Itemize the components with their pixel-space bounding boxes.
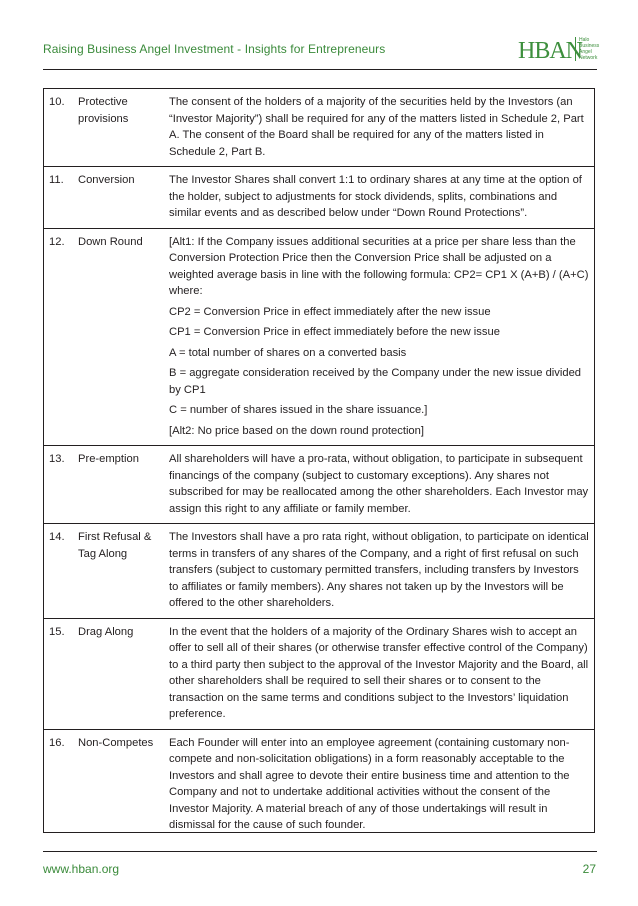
term-paragraph: The Investor Shares shall convert 1:1 to ordinary shares at any time at the option of the holder, subject to adjustments for stock dividends, splits, combinations and similar events and as described below under “Down Round Protections”. (169, 174, 582, 219)
term-row (44, 451, 594, 523)
footer-url: www.hban.org (43, 862, 120, 876)
term-row (44, 529, 594, 618)
term-number: 14. (49, 531, 65, 543)
term-description (169, 94, 589, 166)
logo-mark: HBAN (518, 38, 583, 64)
term-paragraph: CP2 = Conversion Price in effect immediately after the new issue (169, 305, 491, 318)
term-paragraph: Each Founder will enter into an employee agreement (containing customary non-compete and non-solicitation obligations) in a form reasonably acceptable to the Investors and shall agree to devote their entire business time and attention to the Company and not to undertake additional activities without the consent of the Investor Majority. A material breach of any of those undertakings will result in dismissal for the cause of such founder. (169, 736, 570, 831)
term-row (44, 94, 594, 166)
term-paragraph: A = total number of shares on a converted basis (169, 346, 407, 359)
term-number: 15. (49, 625, 65, 638)
row-divider (44, 228, 594, 229)
row-divider (44, 523, 594, 524)
term-label: Down Round (78, 235, 143, 248)
term-number: 16. (49, 736, 65, 749)
term-paragraph: B = aggregate consideration received by the Company under the new issue divided by CP1 (169, 367, 582, 396)
term-label: Conversion (78, 174, 135, 186)
logo-sub-line: Network (579, 55, 598, 61)
term-rows (44, 94, 594, 840)
term-number: 12. (49, 235, 65, 248)
page-number: 27 (582, 862, 596, 876)
term-description (169, 172, 589, 228)
header-divider (43, 69, 597, 70)
term-description (169, 234, 589, 446)
term-description (169, 529, 589, 618)
term-number: 13. (49, 453, 65, 465)
logo-sub-line: Halo (579, 37, 590, 43)
term-paragraph: [Alt1: If the Company issues additional securities at a price per share less than the Conversion Protection Price then the Conversion Price shall be adjusted on a weighted average basis in line with the following formula: CP2= CP1 X (A+B) / (A+C) where: (169, 235, 589, 297)
term-label: First Refusal & Tag Along (78, 531, 152, 560)
term-description (169, 451, 589, 523)
row-divider (44, 729, 594, 730)
term-row (44, 624, 594, 729)
term-paragraph: The Investors shall have a pro rata right, without obligation, to participate on identical terms in transfers of any shares of the Company, and a right of first refusal on such transfers (subject to customary permitted transfers, including transfers by Investors to affiliates or family members). Any shares not taken up by the Investors will be offered to the other shareholders. (169, 531, 589, 609)
term-row (44, 172, 594, 228)
term-label: Drag Along (78, 625, 134, 638)
row-divider (44, 618, 594, 619)
term-label: Pre-emption (78, 453, 139, 465)
term-paragraph: The consent of the holders of a majority of the securities held by the Investors (an “Investor Majority”) shall be required for any of the matters listed in Schedule 2, Part A. The consent of the Board shall be required for any of the matters listed in Schedule 2, Part B. (169, 96, 584, 158)
term-label: Non-Competes (78, 736, 154, 749)
term-description (169, 624, 589, 729)
row-divider (44, 166, 594, 167)
term-paragraph: All shareholders will have a pro-rata, without obligation, to participate in subsequent financings of the company (subject to customary exceptions). Any shares not subscribed for may be reallocated among the other shareholders. Each Investor may assign this right to any affiliate or family member. (169, 453, 589, 515)
term-sheet-table (43, 88, 595, 833)
term-row (44, 735, 594, 840)
hban-logo (518, 36, 604, 66)
term-label: Protective provisions (78, 96, 129, 125)
logo-subtitle (575, 37, 609, 61)
term-paragraph: [Alt2: No price based on the down round protection] (169, 424, 424, 437)
term-paragraph: CP1 = Conversion Price in effect immediately before the new issue (169, 326, 500, 338)
term-number: 11. (49, 174, 64, 186)
term-paragraph: In the event that the holders of a majority of the Ordinary Shares wish to accept an offer to sell all of their shares (or otherwise transfer effective control of the Company) to a third party then subject to the approval of the Investor Majority and the Board, all other shareholders shall be required to sell their shares or to consent to the transaction on the same terms and conditions subject to the Investors’ liquidation preference. (169, 625, 589, 720)
footer-divider (43, 851, 597, 852)
logo-sub-line: Angel (579, 49, 592, 55)
term-row (44, 234, 594, 446)
page-header-title: Raising Business Angel Investment - Insights for Entrepreneurs (43, 42, 386, 56)
term-number: 10. (49, 96, 65, 108)
logo-sub-line: Business (579, 43, 600, 49)
term-description (169, 735, 589, 840)
row-divider (44, 445, 594, 446)
term-paragraph: C = number of shares issued in the share issuance.] (169, 404, 428, 416)
